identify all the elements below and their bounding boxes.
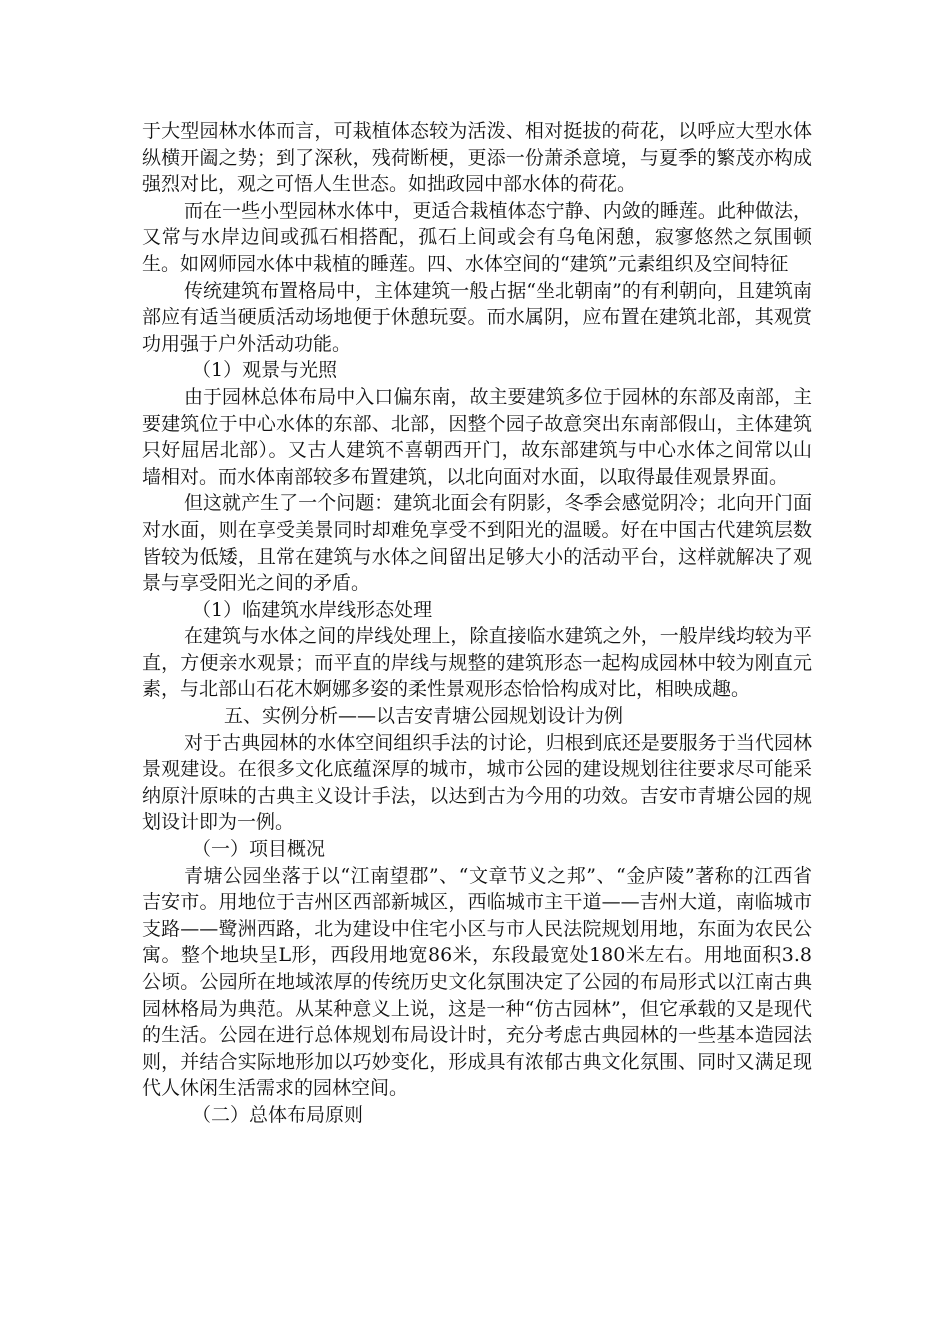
paragraph-project-description: 青塘公园坐落于以“江南望郡”、“文章节义之邦”、“金庐陵”著称的江西省吉安市。用地位于吉州区西部新城区，西临城市主干道——吉州大道，南临城市支路——鹭洲西路，北为建设中住宅小区与市人民法院规划用地，东面为农民公寓。整个地块呈L形，西段用地宽86米，东段最宽处180米左右。用地面积3.8公顷。公园所在地域浓厚的传统历史文化氛围决定了公园的布局形式以江南古典园林格局为典范。从某种意义上说，这是一种“仿古园林”，但它承载的又是现代的生活。公园在进行总体规划布局设计时，充分考虑古典园林的一些基本造园法则，并结合实际地形加以巧妙变化，形成具有浓郁古典文化氛围、同时又满足现代人休闲生活需求的园林空间。 [142, 864, 812, 1100]
paragraph-building-layout: 传统建筑布置格局中，主体建筑一般占据“坐北朝南”的有利朝向，且建筑南部应有适当硬质活动场地便于休憩玩耍。而水属阴，应布置在建筑北部，其观赏功用强于户外活动功能。 [142, 279, 812, 355]
heading-project-overview: （一）项目概况 [192, 838, 326, 861]
document-body [142, 118, 812, 1129]
paragraph-shoreline-treatment: 在建筑与水体之间的岸线处理上，除直接临水建筑之外，一般岸线均较为平直，方便亲水观景；而平直的岸线与规整的建筑形态一起构成园林中较为刚直元素，与北部山石花木婀娜多姿的柔性景观形态恰恰构成对比，相映成趣。 [142, 625, 812, 701]
section-heading-case-study: 五、实例分析——以吉安青塘公园规划设计为例 [224, 705, 624, 728]
heading-layout-principles: （二）总体布局原则 [192, 1103, 364, 1126]
paragraph-lotus-large-water: 于大型园林水体而言，可栽植体态较为活泼、相对挺拔的荷花，以呼应大型水体纵横开阖之势；到了深秋，残荷断梗，更添一份萧杀意境，与夏季的繁茂亦构成强烈对比，观之可悟人生世态。如拙政园中部水体的荷花。 [142, 120, 812, 196]
paragraph-building-orientation: 由于园林总体布局中入口偏东南，故主要建筑多位于园林的东部及南部，主要建筑位于中心水体的东部、北部，因整个园子故意突出东南部假山，主体建筑只好屈居北部）。又古人建筑不喜朝西开门，故东部建筑与中心水体之间常以山墙相对。而水体南部较多布置建筑，以北向面对水面，以取得最佳观景界面。 [142, 385, 812, 488]
heading-shoreline-form: （1）临建筑水岸线形态处理 [192, 598, 433, 621]
paragraph-shade-problem: 但这就产生了一个问题：建筑北面会有阴影，冬季会感觉阴冷；北向开门面对水面，则在享受美景同时却难免享受不到阳光的温暖。好在中国古代建筑层数皆较为低矮，且常在建筑与水体之间留出足够大小的活动平台，这样就解决了观景与享受阳光之间的矛盾。 [142, 492, 812, 595]
paragraph-case-intro: 对于古典园林的水体空间组织手法的讨论，归根到底还是要服务于当代园林景观建设。在很多文化底蕴深厚的城市，城市公园的建设规划往往要求尽可能采纳原汁原味的古典主义设计手法，以达到古为今用的功效。吉安市青塘公园的规划设计即为一例。 [142, 731, 812, 834]
heading-view-and-light: （1）观景与光照 [192, 359, 338, 382]
paragraph-water-lily-small-water: 而在一些小型园林水体中，更适合栽植体态宁静、内敛的睡莲。此种做法，又常与水岸边间或孤石相搭配，孤石上间或会有乌龟闲憩，寂寥悠然之氛围顿生。如网师园水体中栽植的睡莲。四、水体空间的“建筑”元素组织及空间特征 [142, 199, 812, 275]
